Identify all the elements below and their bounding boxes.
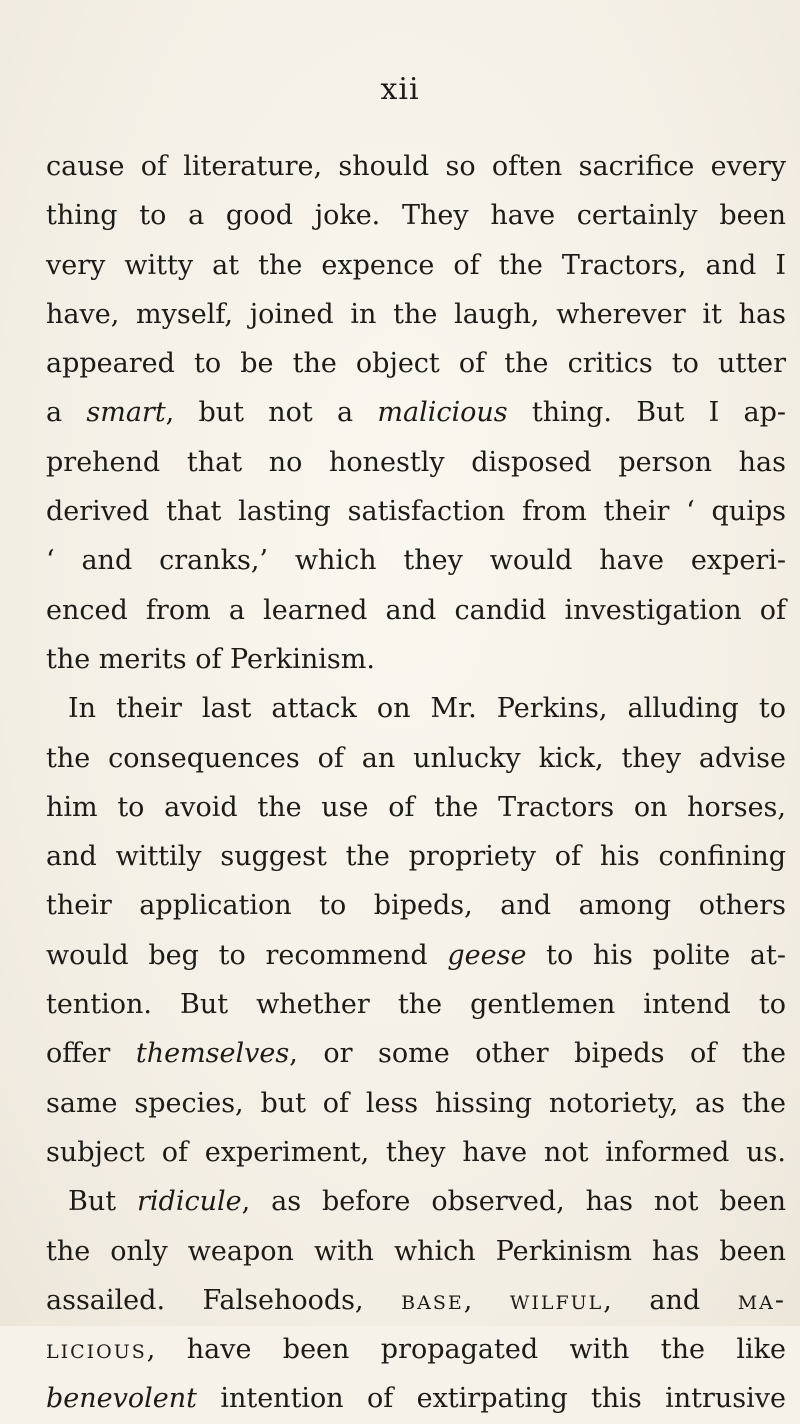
- text-segment: thing. But I ap-: [507, 397, 786, 429]
- text-line: [46, 586, 786, 635]
- text-line: [46, 1029, 786, 1078]
- text-segment: intention of extirpating this intrusive: [197, 1383, 786, 1415]
- text-segment: , or some other bipeds of the: [289, 1038, 787, 1070]
- text-segment: and wittily suggest the propriety of his confining: [46, 841, 786, 873]
- text-segment: , and: [603, 1284, 738, 1316]
- text-segment: cause of literature, should so often sacrifice every: [46, 151, 786, 182]
- text-segment: ‘ and cranks,’ which they would have experi-: [46, 545, 786, 577]
- text-line: [46, 142, 786, 191]
- text-line: [46, 487, 786, 536]
- text-line: [46, 536, 786, 585]
- text-segment: same species, but of less hissing notoriety, as the: [46, 1087, 786, 1119]
- text-segment: subject of experiment, they have not informed us.: [46, 1136, 786, 1168]
- smallcaps-text: base: [401, 1284, 464, 1316]
- text-line: [46, 339, 786, 388]
- text-line: [46, 783, 786, 832]
- text-segment: tention. But whether the gentlemen intend to: [46, 989, 786, 1021]
- page-number: xii: [380, 72, 420, 107]
- text-line: [46, 881, 786, 930]
- text-segment: enced from a learned and candid investigation of: [46, 594, 786, 626]
- text-line: [46, 684, 786, 733]
- italic-text: smart: [86, 397, 166, 429]
- text-line: [46, 1128, 786, 1177]
- text-segment: prehend that no honestly disposed person has: [46, 446, 786, 478]
- text-segment: very witty at the expence of the Tractors, and I: [46, 249, 786, 281]
- text-segment: ,: [463, 1284, 510, 1316]
- text-segment: the merits of Perkinism.: [46, 643, 375, 675]
- text-line: [46, 980, 786, 1029]
- text-segment: the only weapon with which Perkinism has been: [46, 1235, 786, 1267]
- text-line: [46, 290, 786, 339]
- italic-text: ridicule: [137, 1186, 242, 1218]
- text-segment: the consequences of an unlucky kick, they advise: [46, 742, 786, 774]
- text-line: [46, 438, 786, 487]
- text-segment: offer: [46, 1038, 136, 1070]
- text-line: [46, 832, 786, 881]
- italic-text: benevolent: [46, 1383, 197, 1415]
- text-line: [46, 1177, 786, 1226]
- text-line: [46, 931, 786, 980]
- text-segment: derived that lasting satisfaction from their ‘ quips: [46, 496, 786, 528]
- text-line: [46, 1374, 786, 1423]
- text-segment: a: [46, 397, 87, 429]
- text-segment: would beg to recommend: [46, 939, 448, 971]
- italic-text: geese: [447, 939, 527, 971]
- text-segment: have, myself, joined in the laugh, wherever it has: [46, 298, 786, 330]
- text-line: [46, 388, 786, 437]
- text-segment: , as before observed, has not been: [241, 1186, 786, 1218]
- text-line: [46, 1325, 786, 1374]
- text-line: [46, 734, 786, 783]
- text-segment: him to avoid the use of the Tractors on horses,: [46, 791, 786, 823]
- smallcaps-text: ma-: [737, 1284, 786, 1316]
- text-segment: In their last attack on Mr. Perkins, alluding to: [68, 693, 786, 725]
- text-line: [46, 635, 786, 684]
- text-line: [46, 191, 786, 240]
- text-segment: assailed. Falsehoods,: [46, 1284, 402, 1316]
- text-segment: appeared to be the object of the critics to utter: [46, 348, 786, 380]
- italic-text: malicious: [377, 397, 508, 429]
- text-segment: , have been propagated with the like: [146, 1334, 786, 1366]
- text-segment: their application to bipeds, and among others: [46, 890, 786, 922]
- text-line: [46, 1276, 786, 1325]
- text-segment: to his polite at-: [526, 939, 787, 971]
- text-line: [46, 241, 786, 290]
- text-line: [46, 1079, 786, 1128]
- text-segment: But: [68, 1186, 138, 1218]
- text-line: [46, 1227, 786, 1276]
- text-segment: thing to a good joke. They have certainly been: [46, 200, 786, 232]
- smallcaps-text: wilful: [509, 1284, 604, 1316]
- italic-text: themselves: [135, 1038, 290, 1070]
- body-text: [46, 142, 786, 1424]
- smallcaps-text: licious: [46, 1334, 147, 1366]
- text-segment: , but not a: [165, 397, 378, 429]
